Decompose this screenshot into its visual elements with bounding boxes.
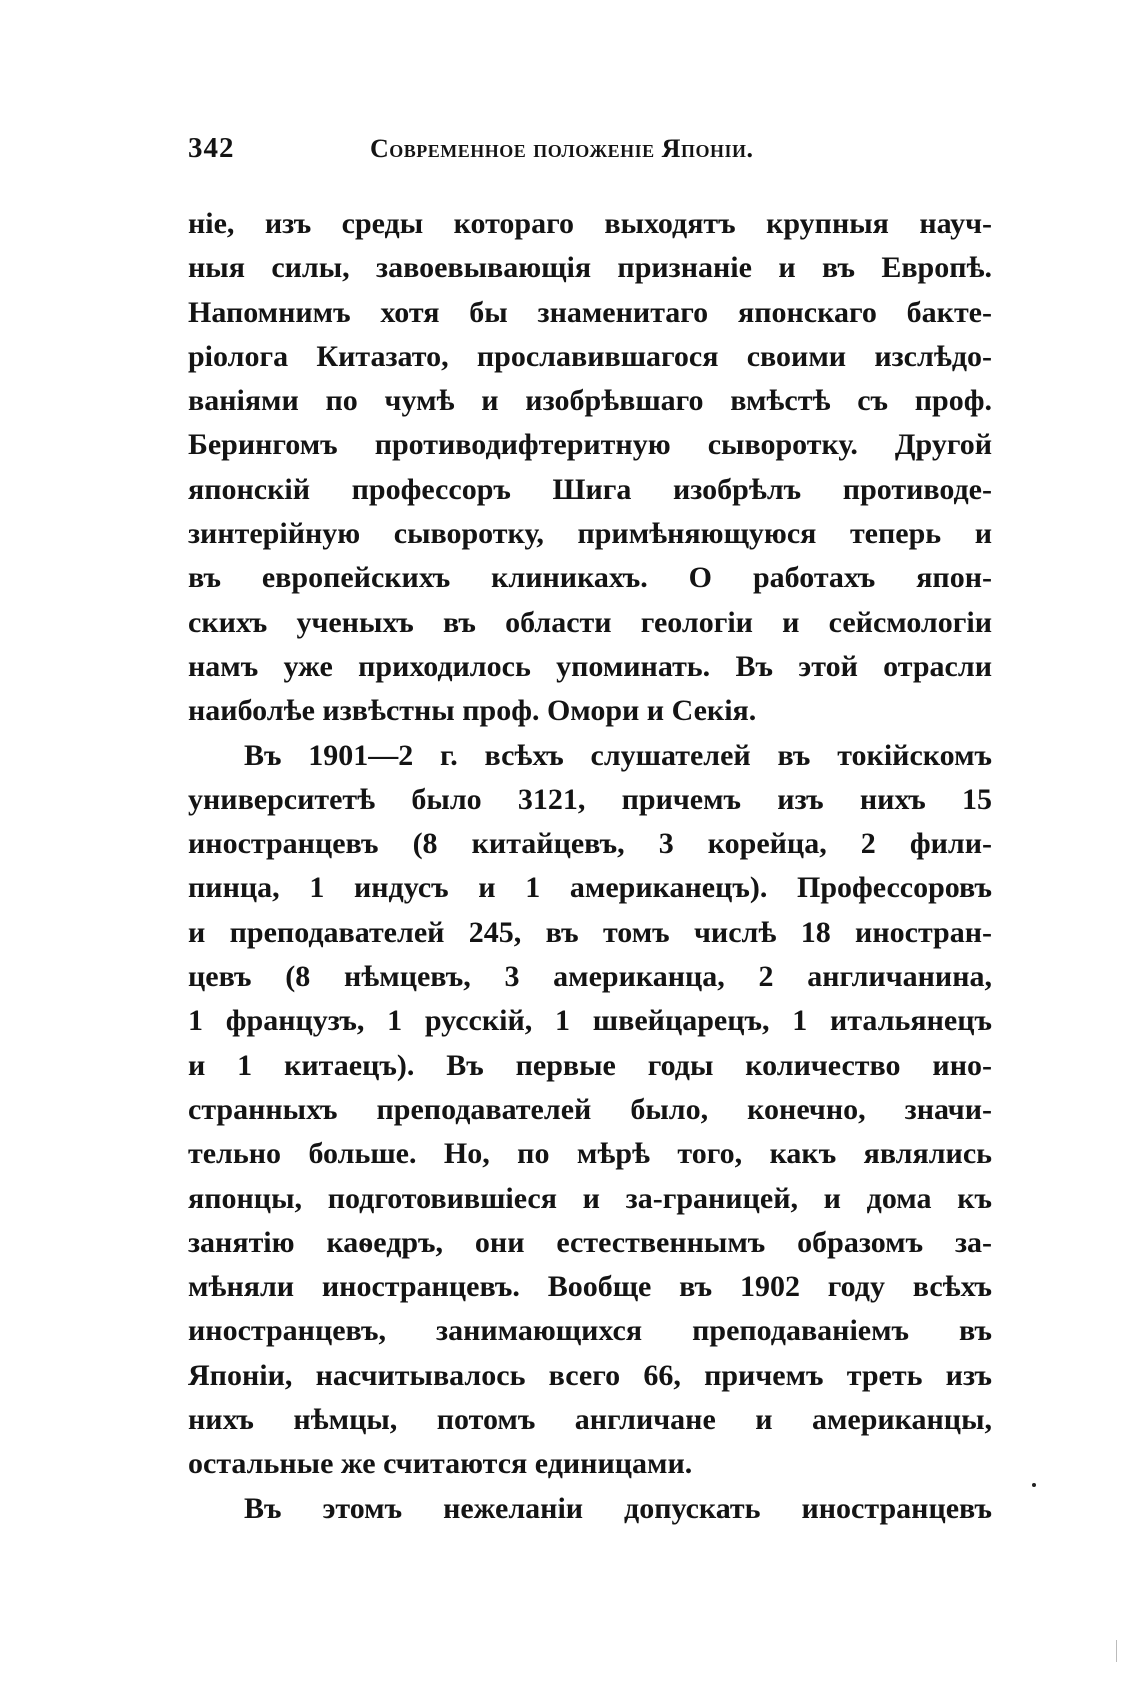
text-line: намъ уже приходилось упоминать. Въ этой отрасли xyxy=(188,649,992,683)
text-line: пинца, 1 индусъ и 1 американецъ). Профессоровъ xyxy=(188,871,992,905)
text-line: иностранцевъ (8 китайцевъ, 3 корейца, 2 фили- xyxy=(188,827,992,861)
paragraph-2 xyxy=(188,734,992,1487)
body-text xyxy=(188,202,992,1531)
text-line: мѣняли иностранцевъ. Вообще въ 1902 году всѣхъ xyxy=(188,1270,992,1304)
text-line: университетѣ было 3121, причемъ изъ нихъ 15 xyxy=(188,782,992,816)
text-line: занятію каѳедръ, они естественнымъ образомъ за- xyxy=(188,1225,992,1259)
text-line: японскій профессоръ Шига изобрѣлъ противоде- xyxy=(188,472,992,506)
text-line: иностранцевъ, занимающихся преподаваніемъ въ xyxy=(188,1314,992,1348)
text-line: ріолога Китазато, прославившагося своими изслѣдо- xyxy=(188,339,992,373)
text-line: цевъ (8 нѣмцевъ, 3 американца, 2 англичанина, xyxy=(188,960,992,994)
paragraph-3 xyxy=(188,1487,992,1531)
text-line: остальные же считаются единицами. xyxy=(188,1447,693,1481)
text-line: скихъ ученыхъ въ области геологіи и сейсмологіи xyxy=(188,605,992,639)
text-line: и 1 китаецъ). Въ первые годы количество ино- xyxy=(188,1048,992,1082)
text-line: зинтерійную сыворотку, примѣняющуюся теперь и xyxy=(188,517,992,551)
running-title: Современное положеніе Японіи. xyxy=(370,134,754,163)
text-line: нихъ нѣмцы, потомъ англичане и американцы, xyxy=(188,1403,992,1437)
text-line: и преподавателей 245, въ томъ числѣ 18 иностран- xyxy=(188,915,992,949)
text-line: 1 французъ, 1 русскій, 1 швейцарецъ, 1 итальянецъ xyxy=(188,1004,992,1038)
text-line: Въ этомъ нежеланіи допускать иностранцевъ xyxy=(244,1491,992,1525)
text-line: странныхъ преподавателей было, конечно, значи- xyxy=(188,1092,992,1126)
scan-edge-mark xyxy=(1116,1640,1117,1662)
text-line: Берингомъ противодифтеритную сыворотку. Другой xyxy=(188,428,992,462)
text-line: Напомнимъ хотя бы знаменитаго японскаго бакте- xyxy=(188,295,992,329)
page-number: 342 xyxy=(188,132,235,164)
text-line: Въ 1901—2 г. всѣхъ слушателей въ токійскомъ xyxy=(244,738,992,772)
text-line: Японіи, насчитывалось всего 66, причемъ треть изъ xyxy=(188,1358,992,1392)
text-line: наиболѣе извѣстны проф. Омори и Секія. xyxy=(188,694,757,728)
text-line: ваніями по чумѣ и изобрѣвшаго вмѣстѣ съ проф. xyxy=(188,384,992,418)
text-line: ныя силы, завоевывающія признаніе и въ Европѣ. xyxy=(188,251,992,285)
text-line: ніе, изъ среды котораго выходятъ крупныя науч- xyxy=(188,207,992,240)
paragraph-1 xyxy=(188,202,992,734)
text-line: тельно больше. Но, по мѣрѣ того, какъ являлись xyxy=(188,1137,992,1171)
print-speck xyxy=(1032,1483,1036,1487)
text-line: въ европейскихъ клиникахъ. О работахъ япон- xyxy=(188,561,992,595)
text-line: японцы, подготовившіеся и за-границей, и дома къ xyxy=(188,1181,992,1215)
running-head xyxy=(188,132,992,176)
